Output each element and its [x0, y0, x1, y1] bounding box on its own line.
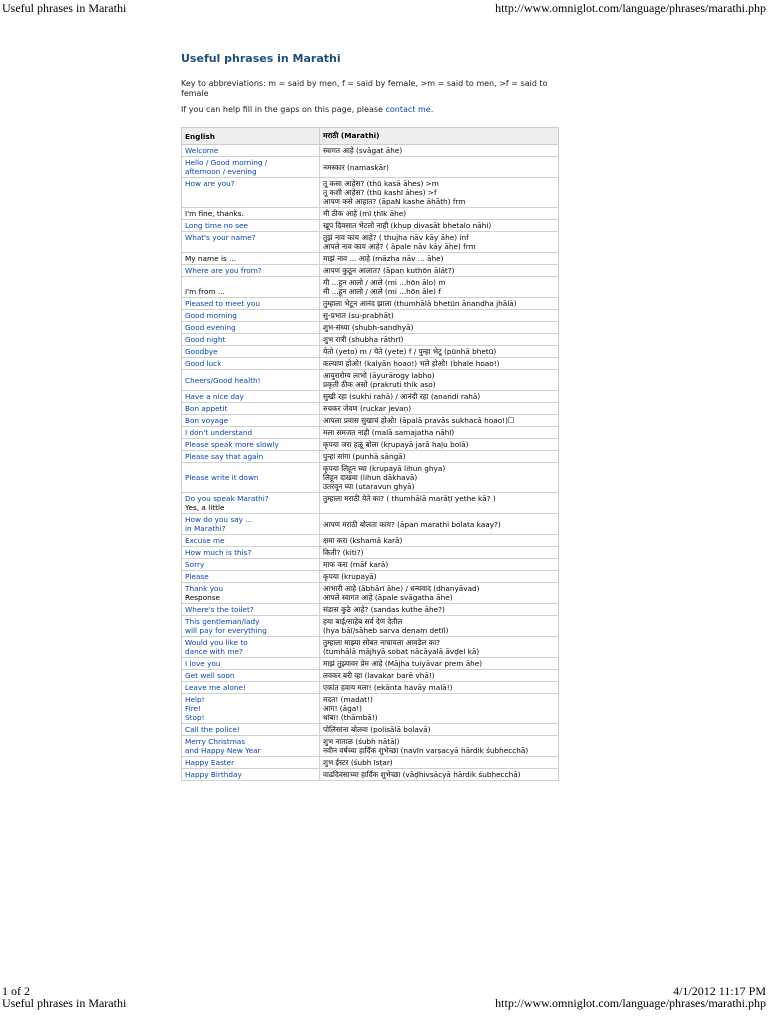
english-cell — [182, 451, 320, 463]
phrase-link[interactable]: Cheers/Good health! — [185, 375, 261, 385]
translation-text: आभारी आहे (ābhārī āhe) / धन्यवाद (dhanyāvad) — [323, 584, 480, 593]
translation-text: आपला प्रवास सुखाचं होओ! (āpalā pravās sukhacā hoao!)☐ — [323, 416, 515, 425]
table-row — [182, 358, 559, 370]
phrase-link[interactable] — [185, 197, 316, 206]
translation-text: आपण कुठून आलात? (āpaṇ kuthōn ālāt?) — [323, 266, 455, 275]
translation-text — [323, 503, 555, 512]
marathi-cell — [320, 547, 559, 559]
phrase-link[interactable]: Would you like to — [185, 638, 248, 647]
translation-text: मी ...हून आलो / आले (mi ...hōn āle) f — [323, 287, 441, 296]
english-cell — [182, 583, 320, 604]
phrase-link[interactable]: Leave me alone! — [185, 683, 246, 692]
marathi-cell — [320, 658, 559, 670]
phrase-link[interactable] — [185, 188, 316, 197]
table-row — [182, 346, 559, 358]
phrase-link[interactable]: I don't understand — [185, 428, 253, 437]
phrase-link[interactable]: How do you say ... — [185, 515, 253, 524]
translation-text: एकांत हवाय मला! (ekānta havāy malā!) — [323, 683, 453, 692]
translation-text: माझं नाव ... आहे (māzha nāv ... āhe) — [323, 254, 444, 263]
english-cell — [182, 736, 320, 757]
table-row — [182, 403, 559, 415]
page-content — [181, 52, 561, 121]
translation-text: नमस्कार (namaskār) — [323, 162, 389, 172]
table-row — [182, 298, 559, 310]
help-text — [181, 105, 561, 115]
marathi-cell — [320, 682, 559, 694]
table-row — [182, 682, 559, 694]
marathi-cell — [320, 358, 559, 370]
translation-text: मी ...हून आलो / आले (mi ...hōn ālo) m — [323, 278, 446, 287]
table-row — [182, 415, 559, 427]
table-body — [182, 145, 559, 781]
table-row — [182, 463, 559, 493]
english-cell — [182, 682, 320, 694]
english-cell — [182, 427, 320, 439]
translation-text: मला समजत नाही (malā samajatha nāhī) — [323, 428, 455, 437]
marathi-cell — [320, 310, 559, 322]
english-cell — [182, 637, 320, 658]
phrase-text — [185, 278, 316, 287]
marathi-cell — [320, 298, 559, 310]
english-cell — [182, 514, 320, 535]
phrase-link[interactable]: Long time no see — [185, 221, 248, 230]
phrase-link[interactable]: Please write it down — [185, 473, 259, 482]
phrase-link[interactable]: Hello / Good morning / — [185, 158, 268, 167]
phrase-link[interactable]: Do you speak Marathi? — [185, 494, 269, 503]
phrase-link[interactable] — [185, 242, 316, 251]
translation-text: किती? (kiti?) — [323, 548, 364, 557]
phrase-link[interactable]: This gentleman/lady — [185, 617, 260, 626]
english-cell — [182, 265, 320, 277]
marathi-cell — [320, 736, 559, 757]
phrase-link[interactable]: Where's the toilet? — [185, 605, 254, 614]
translation-text: नवीन वर्षच्या हार्दिक शुभेच्छा (navīn varṣacyā hārdik śubhecchā) — [323, 746, 529, 755]
marathi-cell — [320, 694, 559, 724]
translation-text: लवकर बरी व्हा (lavakar barē vhā!) — [323, 671, 435, 680]
header-title: Useful phrases in Marathi — [2, 1, 127, 15]
marathi-cell — [320, 616, 559, 637]
english-cell — [182, 322, 320, 334]
english-cell — [182, 757, 320, 769]
translation-text: आग! (āga!) — [323, 704, 363, 713]
table-row — [182, 178, 559, 208]
translation-text: लिहून दाखवा (lihun dākhavā) — [323, 473, 418, 482]
translation-text: सुखी रहा (sukhi rahā) / आनंदी रहा (anandi rahā) — [323, 392, 481, 401]
english-cell — [182, 571, 320, 583]
phrase-link[interactable]: Good night — [185, 335, 226, 344]
phrase-link[interactable]: will pay for everything — [185, 626, 267, 635]
phrase-link[interactable]: Help! — [185, 695, 205, 704]
table-row — [182, 571, 559, 583]
header-url[interactable]: http://www.omniglot.com/language/phrases/marathi.php — [495, 1, 766, 15]
english-cell — [182, 415, 320, 427]
phrase-link[interactable]: Happy Birthday — [185, 770, 242, 779]
phrase-link[interactable]: Welcome — [185, 146, 219, 155]
phrase-link[interactable]: I love you — [185, 659, 221, 668]
translation-text: उतरवून घ्या (utaravun ghyā) — [323, 482, 415, 491]
marathi-cell — [320, 670, 559, 682]
english-cell — [182, 157, 320, 178]
phrase-link[interactable]: afternoon / evening — [185, 167, 257, 176]
translation-text: संडास कुठे आहे? (sandas kuthe āhe?) — [323, 605, 445, 614]
phrase-link[interactable]: Thank you — [185, 584, 224, 593]
table-row — [182, 232, 559, 253]
phrase-text: I'm from ... — [185, 287, 225, 296]
translation-text: तू कशी आहेस? (thū kashī āhes) >f — [323, 188, 437, 197]
marathi-cell — [320, 769, 559, 781]
translation-text: खूप दिवसात भेटलो नाही (khup divasāt bhetalo nāhi) — [323, 221, 492, 230]
help-prefix: If you can help fill in the gaps on this page, please — [181, 105, 386, 114]
marathi-cell — [320, 463, 559, 493]
marathi-cell — [320, 334, 559, 346]
table-row — [182, 583, 559, 604]
english-cell — [182, 658, 320, 670]
table-row — [182, 637, 559, 658]
translation-text: कृपया (krupayā) — [323, 572, 377, 581]
table-row — [182, 670, 559, 682]
phrase-link[interactable]: Good luck — [185, 359, 222, 368]
translation-text: वाढदिवसाच्या हार्दिक शुभेच्छा (vāḍhivsācyā hārdik śubhecchā) — [323, 770, 521, 779]
english-cell — [182, 670, 320, 682]
marathi-cell — [320, 346, 559, 358]
header-english: English — [182, 128, 320, 145]
phrase-link[interactable]: Good evening — [185, 323, 236, 332]
translation-text: कृपया जरा हळू बोला (kṛupayā jarā haḷu bolā) — [323, 440, 469, 449]
table-row — [182, 547, 559, 559]
english-cell — [182, 310, 320, 322]
translation-text: सु-प्रभात (su-prabhāt) — [323, 311, 394, 320]
table-row — [182, 277, 559, 298]
translation-text: तुम्हाला माझ्या सोबत नाचायला आवडेल का? — [323, 638, 440, 647]
marathi-cell — [320, 724, 559, 736]
phrase-link[interactable]: Please say that again — [185, 452, 264, 461]
translation-text: स्वागत आहे (svāgat āhe) — [323, 146, 403, 155]
table-row — [182, 157, 559, 178]
english-cell — [182, 463, 320, 493]
phrase-link[interactable]: Happy Easter — [185, 758, 235, 767]
translation-text: थांबा! (thāmbā!) — [323, 713, 378, 722]
table-row — [182, 724, 559, 736]
table-row — [182, 334, 559, 346]
marathi-cell — [320, 265, 559, 277]
table-row — [182, 604, 559, 616]
contact-link[interactable]: contact me — [385, 105, 431, 114]
marathi-cell — [320, 583, 559, 604]
translation-text: आपले स्वागत आहे (āpale svāgatha āhe) — [323, 593, 453, 602]
marathi-cell — [320, 535, 559, 547]
english-cell — [182, 277, 320, 298]
phrase-link[interactable]: Please — [185, 572, 209, 581]
marathi-cell — [320, 157, 559, 178]
table-row — [182, 253, 559, 265]
marathi-cell — [320, 277, 559, 298]
table-row — [182, 310, 559, 322]
phrase-text: My name is ... — [185, 254, 237, 263]
phrase-link[interactable]: Bon voyage — [185, 416, 229, 425]
table-row — [182, 322, 559, 334]
table-row — [182, 694, 559, 724]
marathi-cell — [320, 451, 559, 463]
translation-text: आयुरारोग्य लाभो (āyurārogy labho) — [323, 371, 435, 380]
table-row — [182, 439, 559, 451]
english-cell — [182, 220, 320, 232]
english-cell — [182, 391, 320, 403]
translation-text: मदत! (madat!) — [323, 695, 373, 704]
marathi-cell — [320, 439, 559, 451]
translation-text: कल्याण होओ! (kalyān hoao!) भले होओ! (bhale hoao!) — [323, 359, 500, 368]
marathi-cell — [320, 370, 559, 391]
translation-text: प्रकृती ठीक असो (prakruti thik aso) — [323, 380, 436, 389]
phrase-link[interactable]: Pleased to meet you — [185, 299, 260, 308]
table-row — [182, 493, 559, 514]
translation-text: येतो (yeto) m / येते (yete) f / पुन्हा भेटू (pūnhā bhetū) — [323, 347, 497, 356]
phrase-link[interactable]: Excuse me — [185, 536, 225, 545]
english-cell — [182, 547, 320, 559]
phrase-text: I'm fine, thanks. — [185, 209, 244, 218]
table-row — [182, 370, 559, 391]
english-cell — [182, 334, 320, 346]
table-row — [182, 220, 559, 232]
translation-text: क्षमा करा (kshamā karā) — [323, 536, 403, 545]
marathi-cell — [320, 403, 559, 415]
marathi-cell — [320, 604, 559, 616]
translation-text: हया बाई/साहेब सर्व देणं देतील — [323, 617, 403, 626]
table-row — [182, 736, 559, 757]
translation-text: तुम्हाला मराठी येते का? ( thumhālā marāṭī yethe kā? ) — [323, 494, 496, 503]
phrase-link[interactable]: Sorry — [185, 560, 205, 569]
table-row — [182, 757, 559, 769]
english-cell — [182, 769, 320, 781]
english-cell — [182, 694, 320, 724]
translation-text: तुझं नाव काय आहे? ( thujha nāv kāy āhe) inf — [323, 233, 469, 242]
english-cell — [182, 346, 320, 358]
abbreviation-key: Key to abbreviations: m = said by men, f = said by female, >m = said to men, >f = said to female — [181, 79, 548, 98]
phrase-link[interactable]: Bon appetit — [185, 404, 228, 413]
table-row — [182, 427, 559, 439]
phrase-link[interactable]: in Marathi? — [185, 524, 226, 533]
table-row — [182, 616, 559, 637]
marathi-cell — [320, 391, 559, 403]
phrase-link[interactable]: and Happy New Year — [185, 746, 261, 755]
english-cell — [182, 145, 320, 157]
translation-text: तू कसा आहेस? (thū kasā āhes) >m — [323, 179, 439, 188]
table-row — [182, 145, 559, 157]
english-cell — [182, 559, 320, 571]
translation-text: (tumhālā mājhyā sobat nācāyalā āvḍel kā) — [323, 647, 480, 656]
english-cell — [182, 439, 320, 451]
help-suffix: . — [430, 105, 434, 114]
marathi-cell — [320, 145, 559, 157]
english-cell — [182, 370, 320, 391]
phrase-link[interactable]: Where are you from? — [185, 266, 262, 275]
translation-text: माफ करा (māf karā) — [323, 560, 389, 569]
print-footer — [0, 984, 768, 1024]
marathi-cell — [320, 208, 559, 220]
phrase-link[interactable]: Goodbye — [185, 347, 218, 356]
translation-text: आपले नाव काय आहे? ( āpale nāv kāy āhe) frm — [323, 242, 476, 251]
marathi-cell — [320, 493, 559, 514]
translation-text: तुम्हाला भेटून आनंद झाला (thumhālā bhetūn ānandha jhālā) — [323, 299, 517, 308]
table-row — [182, 658, 559, 670]
translation-text: रुचकर जेवण (ruckar jevaṇ) — [323, 404, 412, 413]
phrase-link[interactable]: Please speak more slowly — [185, 440, 279, 449]
translation-text: कृपया लिहून घ्या (krupayā lihun ghya) — [323, 464, 446, 473]
marathi-cell — [320, 559, 559, 571]
marathi-cell — [320, 427, 559, 439]
marathi-cell — [320, 178, 559, 208]
english-cell — [182, 616, 320, 637]
english-cell — [182, 604, 320, 616]
translation-text: मी ठीक आहे (mī ṭhīk āhe) — [323, 209, 407, 218]
marathi-cell — [320, 514, 559, 535]
phrase-link[interactable]: Get well soon — [185, 671, 235, 680]
translation-text: शुभ नाताळ (śubh nātāḷ) — [323, 737, 400, 746]
phrase-text: Response — [185, 593, 221, 602]
translation-text: शुभ ईस्टर (śubh īsṭar) — [323, 758, 393, 767]
phrase-link[interactable]: dance with me? — [185, 647, 243, 656]
table-header-row — [182, 128, 559, 145]
english-cell — [182, 253, 320, 265]
table-row — [182, 769, 559, 781]
phrase-link[interactable]: Have a nice day — [185, 392, 244, 401]
table-row — [182, 535, 559, 547]
marathi-cell — [320, 637, 559, 658]
english-cell — [182, 535, 320, 547]
table-row — [182, 391, 559, 403]
marathi-cell — [320, 220, 559, 232]
translation-text: आपण मराठी बोलता काय? (āpan marathi bolata kaay?) — [323, 519, 501, 529]
table-row — [182, 451, 559, 463]
english-cell — [182, 403, 320, 415]
translation-text: पुन्हा सांगा (punhā sāngā) — [323, 452, 406, 461]
english-cell — [182, 178, 320, 208]
phrases-table — [181, 127, 559, 781]
english-cell — [182, 724, 320, 736]
translation-text: शुभ-संध्या (shubh-sandhyā) — [323, 323, 414, 332]
phrase-link[interactable]: Stop! — [185, 713, 205, 722]
phrase-link[interactable]: Good morning — [185, 311, 237, 320]
phrase-link[interactable]: Merry Christmas — [185, 737, 246, 746]
phrase-link[interactable]: How are you? — [185, 179, 235, 188]
marathi-cell — [320, 415, 559, 427]
footer-page: 1 of 2 — [2, 984, 30, 998]
table-row — [182, 514, 559, 535]
marathi-cell — [320, 757, 559, 769]
page-title: Useful phrases in Marathi — [181, 52, 341, 65]
english-cell — [182, 298, 320, 310]
footer-title: Useful phrases in Marathi — [2, 996, 127, 1010]
phrase-link[interactable]: What's your name? — [185, 233, 256, 242]
english-cell — [182, 232, 320, 253]
translation-text: माझं तुझ्यावर प्रेम आहे (Mājha tuiyāvar prem āhe) — [323, 659, 483, 668]
footer-datetime: 4/1/2012 11:17 PM — [673, 984, 766, 998]
phrase-link[interactable]: How much is this? — [185, 548, 252, 557]
phrase-text: Yes, a little — [185, 503, 225, 512]
footer-url[interactable]: http://www.omniglot.com/language/phrases/marathi.php — [495, 996, 766, 1010]
header-marathi: मराठी (Marathi) — [320, 128, 559, 145]
translation-text: शुभ रात्री (shubha rāthrī) — [323, 335, 404, 344]
english-cell — [182, 208, 320, 220]
marathi-cell — [320, 571, 559, 583]
table-row — [182, 559, 559, 571]
marathi-cell — [320, 232, 559, 253]
translation-text: (hya bāī/sāheb sarva denaṃ detīl) — [323, 626, 449, 635]
phrase-link[interactable]: Call the police! — [185, 725, 240, 734]
marathi-cell — [320, 253, 559, 265]
translation-text: पोलिसांना बोलवा (polisālā bolavā) — [323, 725, 431, 734]
phrase-link[interactable]: Fire! — [185, 704, 201, 713]
table-row — [182, 208, 559, 220]
english-cell — [182, 493, 320, 514]
print-header — [0, 0, 768, 18]
translation-text: आपण कसे आहात? (āpaN kashe āhāth) frm — [323, 197, 466, 206]
marathi-cell — [320, 322, 559, 334]
english-cell — [182, 358, 320, 370]
table-row — [182, 265, 559, 277]
